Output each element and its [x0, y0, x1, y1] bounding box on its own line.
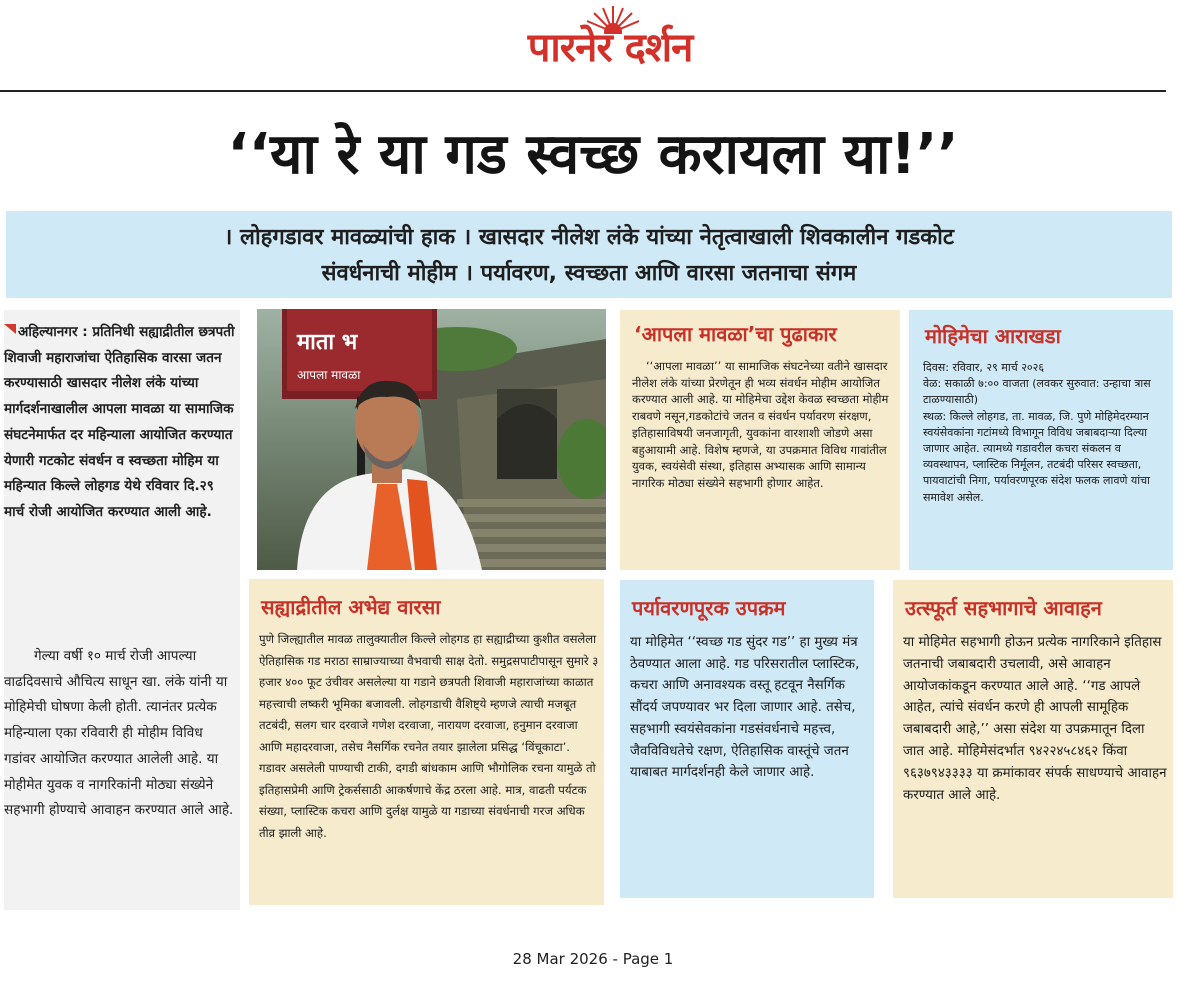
box-campaign-plan [909, 310, 1173, 570]
plan-time: वेळ: सकाळी ७:०० वाजता (लवकर सुरुवात: उन्हाचा त्रास टाळण्यासाठी) [923, 377, 1151, 407]
subhead-banner [6, 211, 1172, 298]
box-title: ‘आपला मावळा’चा पुढाकार [634, 322, 837, 346]
box-title: मोहिमेचा आराखडा [925, 324, 1061, 348]
box-body: या मोहिमेत सहभागी होऊन प्रत्येक नागरिकाने इतिहास जतनाची जबाबदारी उचलावी, असे आवाहन आयोजकांकडून करण्यात आले आहे. ‘‘गड आपले आहेत, त्यांचे संवर्धन करणे ही आपली सामूहिक जबाबदारी आहे,’’ असा संदेश या उपक्रमातून दिला जात आहे. मोहिमेसंदर्भात ९४२२४५८४६२ किंवा ९६३७९४३३३३ या क्रमांकावर संपर्क साधण्याचे आवाहन करण्यात आले आहे. [903, 635, 1167, 803]
photo-illustration [257, 309, 606, 570]
left-column-paragraph-1: अहिल्यानगर : प्रतिनिधी सह्याद्रीतील छत्रपती शिवाजी महाराजांचा ऐतिहासिक वारसा जतन करण्यासाठी खासदार नीलेश लंके यांच्या मार्गदर्शनाखालील आपला मावळा या सामाजिक संघटनेमार्फत दर महिन्याला आयोजित करण्यात येणारी गटकोट संवर्धन व स्वच्छता मोहिम या महिन्यात किल्ले लोहगड येथे रविवार दि.२९ मार्च रोजी आयोजित करण्यात आली आहे. [4, 324, 235, 520]
box-title: सह्याद्रीतील अभेद्य वारसा [261, 595, 441, 619]
masthead [0, 0, 1186, 92]
box-title: उत्स्फूर्त सहभागाचे आवाहन [905, 596, 1102, 620]
plan-day: दिवस: रविवार, २९ मार्च २०२६ [923, 361, 1045, 374]
box-sahyadri-heritage [249, 579, 604, 905]
sign-text-1: माता भ [297, 330, 358, 355]
sign-text-2: आपला मावळा [297, 368, 361, 382]
article-photo [257, 309, 606, 570]
box-body: ‘‘आपला मावळा’’ या सामाजिक संघटनेच्या वतीने खासदार नीलेश लंके यांच्या प्रेरणेतून ही भव्य संवर्धन मोहीम आयोजित करण्यात आली आहे. या मोहिमेचा उद्देश केवळ स्वच्छता मोहीम राबवणे नसून,गडकोटांचे जतन व संवर्धन पर्यावरण संरक्षण, इतिहासाविषयी जनजागृती, युवकांना वारशाशी जोडणे असा बहुआयामी आहे. विशेष म्हणजे, या उपक्रमात विविध गावांतील युवक, स्वयंसेवी संस्था, इतिहास अभ्यासक आणि सामान्य नागरिक मोठ्या संख्येने सहभागी होणार आहेत. [632, 359, 889, 490]
plan-place: स्थळ: किल्ले लोहगड, ता. मावळ, जि. पुणे मोहिमेदरम्यान स्वयंसेवकांना गटांमध्ये विभागून विविध जबाबदाऱ्या दिल्या जाणार आहेत. त्यामध्ये गडावरील कचरा संकलन व व्यवस्थापन, प्लास्टिक निर्मूलन, तटबंदी परिसर स्वच्छता, पायवाटांची निगा, पर्यावरणपूरक संदेश फलक लावणे यांचा समावेश असेल. [923, 409, 1150, 504]
newspaper-logo: पारनेर दर्शन [527, 25, 693, 71]
box-body: पुणे जिल्ह्यातील मावळ तालुक्यातील किल्ले लोहगड हा सह्याद्रीच्या कुशीत वसलेला ऐतिहासिक गड मराठा साम्राज्याच्या वैभवाची साक्ष देतो. समुद्रसपाटीपासून सुमारे ३ हजार ४०० फूट उंचीवर असलेल्या या गडाने छत्रपती शिवाजी महाराजांच्या काळात महत्त्वाची लष्करी भूमिका बजावली. लोहगडाची वैशिष्ट्ये म्हणजे त्याची मजबूत तटबंदी, सलग चार दरवाजे गणेश दरवाजा, नारायण दरवाजा, हनुमान दरवाजा आणि महादरवाजा, तसेच नैसर्गिक रचनेत तयार झालेला प्रसिद्ध ‘विंचूकाटा’. गडावर असलेली पाण्याची टाकी, दगडी बांधकाम आणि भौगोलिक रचना यामुळे तो इतिहासप्रेमी आणि ट्रेकर्ससाठी आकर्षणाचे केंद्र ठरला आहे. मात्र, वाढती पर्यटक संख्या, प्लास्टिक कचरा आणि दुर्लक्ष यामुळे या गडाच्या संवर्धनाची गरज अधिक तीव्र झाली आहे. [259, 632, 599, 840]
headline: ‘‘या रे या गड स्वच्छ करायला या!’’ [227, 122, 959, 187]
box-body: या मोहिमेत ‘‘स्वच्छ गड सुंदर गड’’ हा मुख्य मंत्र ठेवण्यात आला आहे. गड परिसरातील प्लास्टिक, कचरा आणि अनावश्यक वस्तू हटवून नैसर्गिक सौंदर्य जपण्यावर भर दिला जाणार आहे. तसेच, सहभागी स्वयंसेवकांना गडसंवर्धनाचे महत्त्व, जैवविविधतेचे रक्षण, ऐतिहासिक वास्तूंचे जतन याबाबत मार्गदर्शनही केले जाणार आहे. [630, 635, 860, 781]
subhead-line-2: संवर्धनाची मोहीम । पर्यावरण, स्वच्छता आणि वारसा जतनाचा संगम [321, 261, 857, 286]
box-eco-friendly-initiative [620, 580, 874, 898]
page-footer: 28 Mar 2026 - Page 1 [512, 950, 674, 968]
masthead-rule [0, 90, 1166, 92]
left-column-paragraph-2: गेल्या वर्षी १० मार्च रोजी आपल्या वाढदिवसाचे औचित्य साधून खा. लंके यांनी या मोहिमेची घोषणा केली होती. त्यानंतर प्रत्येक महिन्याला एका रविवारी ही मोहीम विविध गडांवर आयोजित करण्यात आलेली आहे. या मोहीमेत युवक व नागरिकांनी मोठ्या संख्येने सहभागी होण्याचे आवाहन करण्यात आले आहे. [4, 648, 234, 819]
box-participation-appeal [893, 580, 1173, 898]
box-title: पर्यावरणपूरक उपक्रम [632, 596, 786, 620]
box-apla-mavla-initiative [620, 310, 900, 570]
box-body [923, 360, 1169, 506]
left-column-article [4, 310, 240, 910]
subhead-line-1: । लोहगडावर मावळ्यांची हाक । खासदार नीलेश लंके यांच्या नेतृत्वाखाली शिवकालीन गडकोट [224, 225, 954, 250]
